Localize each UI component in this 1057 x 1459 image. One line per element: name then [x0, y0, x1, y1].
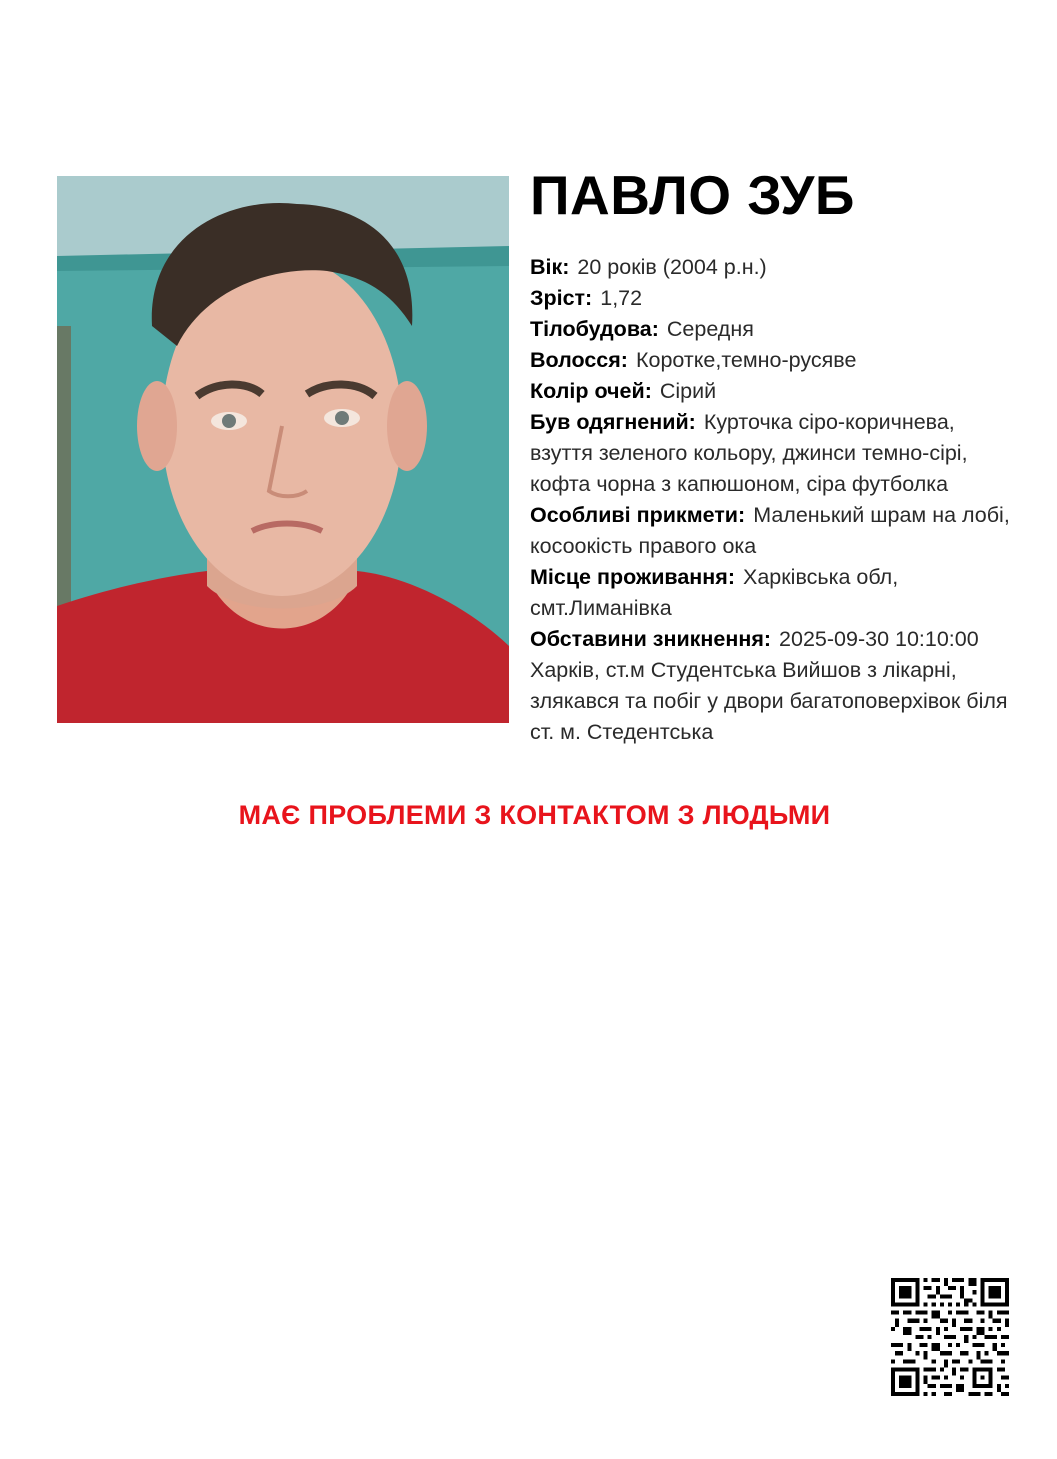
person-name: ПАВЛО ЗУБ [530, 164, 855, 226]
field-height [530, 283, 1010, 314]
qr-code-icon[interactable] [891, 1278, 1009, 1396]
field-clothing-value: Курточка сіро-коричнева, взуття зеленого кольору, джинси темно-сірі, кофта чорна з капюшоном, сіра футболка [530, 410, 968, 496]
field-residence-value: Харківська обл, смт.Лиманівка [530, 565, 899, 620]
field-residence-label: Місце проживання: [530, 565, 735, 589]
field-eye-color-label: Колір очей: [530, 379, 652, 403]
field-residence [530, 562, 1010, 624]
field-hair-label: Волосся: [530, 348, 628, 372]
field-build-value: Середня [666, 317, 754, 341]
field-special-marks [530, 500, 1010, 562]
field-age [530, 252, 1010, 283]
field-special-marks-label: Особливі прикмети: [530, 503, 746, 527]
field-hair-value: Коротке,темно-русяве [635, 348, 857, 372]
contact-warning: МАЄ ПРОБЛЕМИ З КОНТАКТОМ З ЛЮДЬМИ [238, 800, 831, 830]
field-circumstances-value: 2025-09-30 10:10:00 Харків, ст.м Студентська Вийшов з лікарні, злякався та побіг у двори багатоповерхівок біля ст. м. Стедентська [530, 627, 1008, 744]
field-build-label: Тілобудова: [530, 317, 659, 341]
field-clothing [530, 407, 1010, 500]
field-eye-color-value: Сірий [659, 379, 717, 403]
field-hair [530, 345, 1010, 376]
field-height-value: 1,72 [600, 286, 643, 310]
portrait-image [57, 176, 509, 723]
field-age-value: 20 років (2004 р.н.) [577, 255, 767, 279]
field-eye-color [530, 376, 1010, 407]
field-age-label: Вік: [530, 255, 570, 279]
field-special-marks-value: Маленький шрам на лобі, косоокість правого ока [530, 503, 1010, 558]
missing-person-photo [57, 176, 509, 723]
field-height-label: Зріст: [530, 286, 593, 310]
qr-code-graphic [891, 1278, 1009, 1396]
field-circumstances-label: Обставини зникнення: [530, 627, 772, 651]
field-clothing-label: Був одягнений: [530, 410, 696, 434]
field-circumstances [530, 624, 1010, 748]
field-build [530, 314, 1010, 345]
person-info [530, 160, 1010, 748]
